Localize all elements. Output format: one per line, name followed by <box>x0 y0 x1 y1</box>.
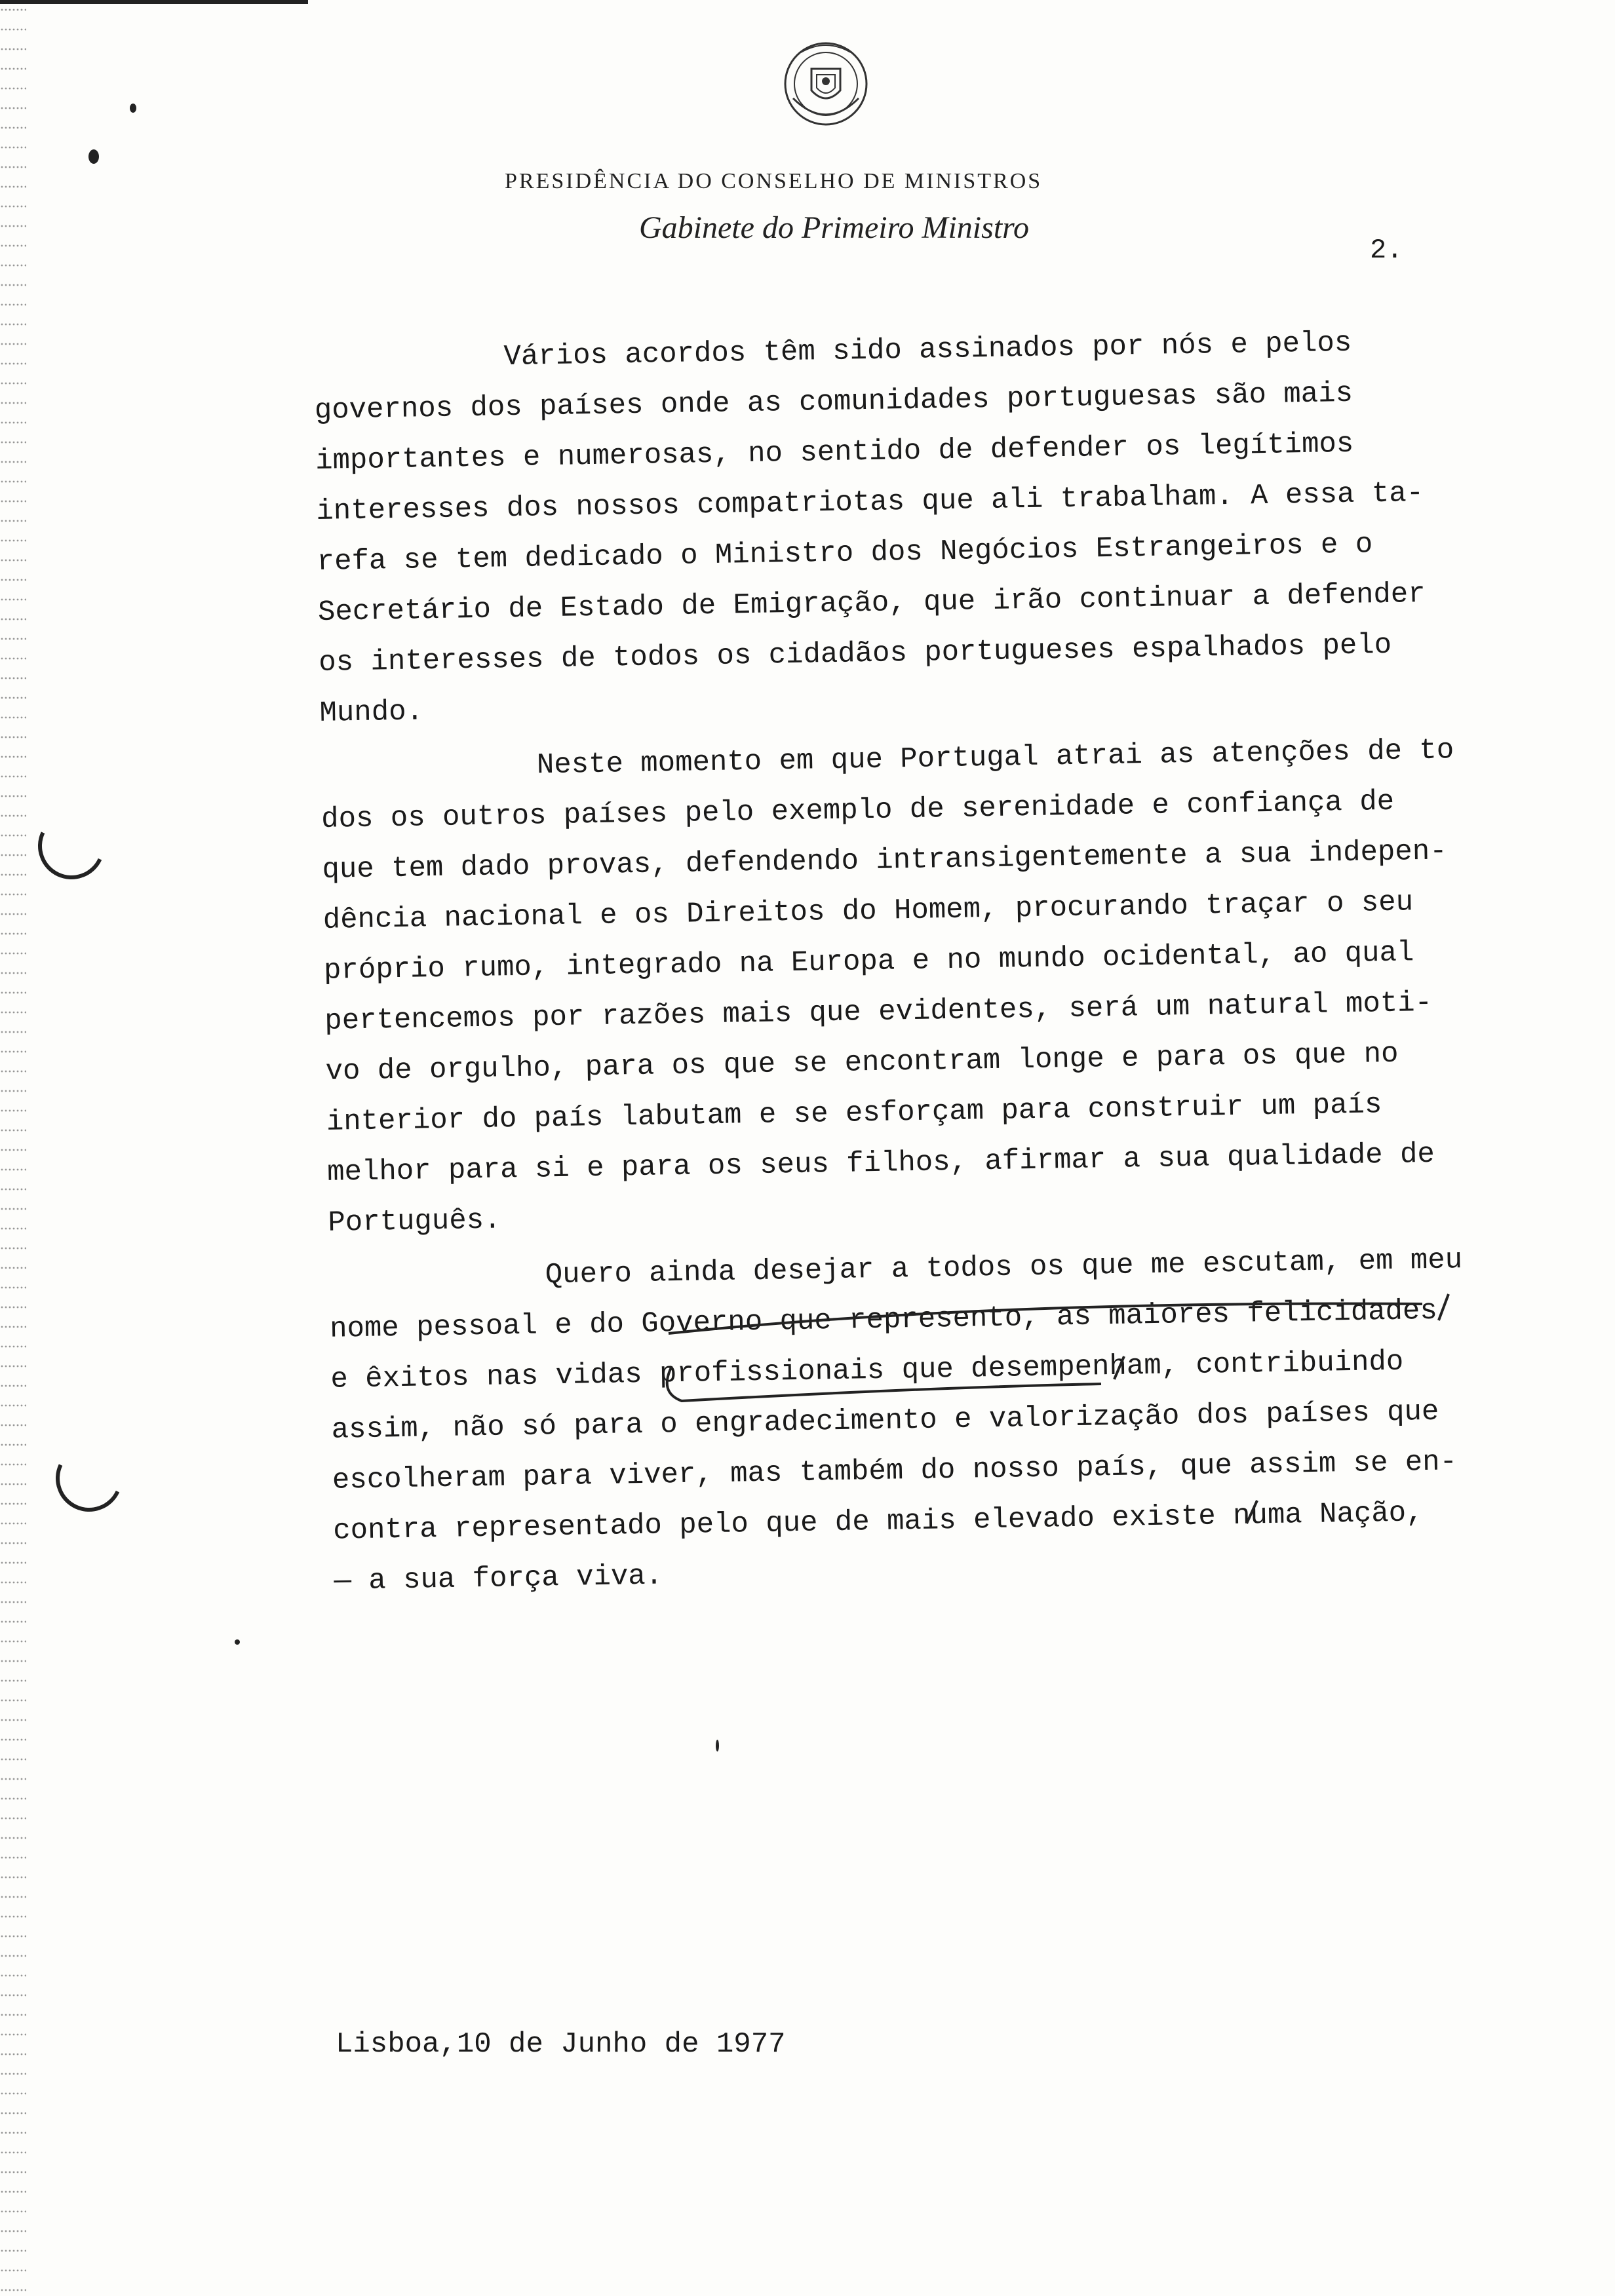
ink-speck <box>130 104 136 113</box>
text-line: Secretário de Estado de Emigração, que irão continuar a defender <box>317 577 1426 629</box>
text-line: vo de orgulho, para os que se encontram longe e para os que no <box>325 1037 1399 1088</box>
place-and-date: Lisboa,10 de Junho de 1977 <box>336 2028 786 2061</box>
ink-speck <box>716 1740 719 1751</box>
text-line: próprio rumo, integrado na Europa e no mundo ocidental, ao qual <box>323 936 1414 987</box>
text-line: — a sua força viva. <box>334 1559 663 1598</box>
text-line: contra representado pelo que de mais elevado existe numa Nação, <box>332 1497 1424 1548</box>
text-line: nome pessoal e do Governo que represento, as maiores felicidades <box>329 1294 1438 1346</box>
text-line: importantes e numerosas, no sentido de defender os legítimos <box>315 427 1354 478</box>
text-line: dência nacional e os Direitos do Homem, procurando traçar o seu <box>322 886 1414 937</box>
paragraph <box>313 315 1605 739</box>
office-name: Gabinete do Primeiro Ministro <box>639 210 1030 245</box>
text-line: Mundo. <box>319 695 424 730</box>
paragraph <box>320 723 1612 1248</box>
punch-hole-mark <box>29 803 115 889</box>
text-line: Quero ainda desejar a todos os que me escutam, em meu <box>545 1244 1463 1292</box>
organization-name: PRESIDÊNCIA DO CONSELHO DE MINISTROS <box>505 169 1043 193</box>
text-line: escolheram para viver, mas também do nosso país, que assim se en- <box>332 1445 1458 1497</box>
scan-edge-line <box>0 0 308 4</box>
text-line: e êxitos nas vidas profissionais que desempenham, contribuindo <box>330 1345 1404 1396</box>
punch-hole-mark <box>47 1436 132 1521</box>
text-line: Neste momento em que Portugal atrai as atenções de to <box>536 734 1454 782</box>
letter-body <box>313 315 1615 1613</box>
text-line: assim, não só para o engradecimento e valorização dos países que <box>331 1395 1439 1447</box>
text-line: interior do país labutam e se esforçam para construir um país <box>326 1088 1382 1139</box>
text-line: que tem dado provas, defendendo intransigentemente a sua indepen- <box>322 835 1447 887</box>
text-line: melhor para si e para os seus filhos, afirmar a sua qualidade de <box>326 1138 1435 1189</box>
coat-of-arms-seal-icon <box>773 33 878 138</box>
ink-speck <box>88 149 99 164</box>
scan-margin-artifacts <box>0 0 26 2296</box>
text-line: dos os outros países pelo exemplo de serenidade e confiança de <box>321 785 1395 836</box>
text-line: refa se tem dedicado o Ministro dos Negócios Estrangeiros e o <box>317 528 1373 579</box>
text-line: interesses dos nossos compatriotas que ali trabalham. A essa ta- <box>316 476 1424 528</box>
paragraph <box>328 1233 1615 1607</box>
text-line: governos dos países onde as comunidades portuguesas são mais <box>314 377 1353 427</box>
text-line: os interesses de todos os cidadãos portugueses espalhados pelo <box>318 628 1392 679</box>
text-line: pertencemos por razões mais que evidentes, será um natural moti- <box>324 986 1433 1038</box>
page-number: 2. <box>1370 235 1403 266</box>
ink-speck <box>235 1639 240 1645</box>
text-line: Português. <box>328 1204 501 1240</box>
text-line: Vários acordos têm sido assinados por nós e pelos <box>503 326 1352 374</box>
